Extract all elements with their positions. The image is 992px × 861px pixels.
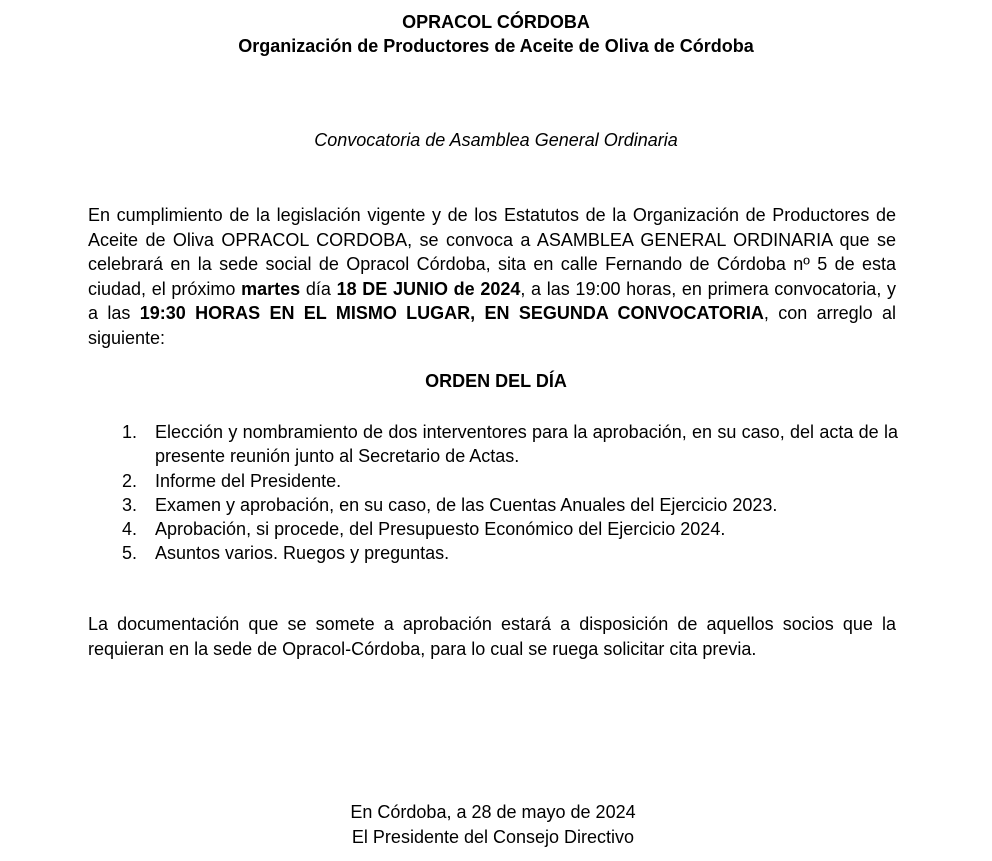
agenda-item-text: Informe del Presidente.	[155, 470, 342, 491]
agenda-item	[122, 541, 898, 565]
paragraph-text: , a las 19:00 horas, en primera convocatoria, y a las	[88, 278, 897, 323]
agenda-item-number: 4.	[122, 519, 138, 540]
agenda-title: ORDEN DEL DÍA	[425, 371, 567, 391]
paragraph-bold-date: 18 DE JUNIO de 2024	[336, 278, 521, 299]
signer-role: El Presidente del Consejo Directivo	[351, 827, 635, 847]
documentation-paragraph: La documentación que se somete a aprobación estará a disposición de aquellos socios que la requieran en la sede de Opracol-Córdoba, para lo cual se ruega solicitar cita previa.	[88, 614, 896, 659]
agenda-item	[122, 420, 898, 469]
org-full-name: Organización de Productores de Aceite de Oliva de Córdoba	[238, 36, 754, 56]
agenda-item-number: 1.	[122, 422, 138, 442]
agenda-item-text: Aprobación, si procede, del Presupuesto Económico del Ejercicio 2024.	[155, 519, 726, 540]
agenda-item	[122, 469, 898, 493]
paragraph-text: , con arreglo al siguiente:	[88, 303, 896, 348]
document-header	[0, 10, 992, 58]
convocation-paragraph	[88, 203, 896, 350]
paragraph-bold-weekday: martes	[241, 278, 301, 299]
document-footer	[0, 800, 986, 850]
agenda-list	[122, 420, 898, 566]
document-subtitle: Convocatoria de Asamblea General Ordinaria	[314, 130, 678, 150]
agenda-item-text: Elección y nombramiento de dos interventores para la aprobación, en su caso, del acta de la presente reunión junto al Secretario de Actas.	[155, 422, 898, 467]
agenda-item-text: Asuntos varios. Ruegos y preguntas.	[155, 543, 450, 564]
agenda-item	[122, 517, 898, 541]
agenda-item-number: 3.	[122, 494, 138, 515]
agenda-item-text: Examen y aprobación, en su caso, de las Cuentas Anuales del Ejercicio 2023.	[155, 494, 778, 515]
paragraph-text: día	[300, 278, 337, 299]
agenda-item-number: 5.	[122, 543, 138, 564]
agenda-item	[122, 493, 898, 517]
paragraph-bold-second-call: 19:30 HORAS EN EL MISMO LUGAR, EN SEGUNDA CONVOCATORIA	[139, 303, 764, 323]
org-name: OPRACOL CÓRDOBA	[402, 12, 590, 32]
place-date: En Córdoba, a 28 de mayo de 2024	[350, 802, 636, 822]
paragraph-text: En cumplimiento de la legislación vigente y de los Estatutos de la Organización de Productores de Aceite de Oliva OPRACOL CORDOBA, se convoca a ASAMBLEA GENERAL ORDINARIA que se celebrará en la sede social de Opracol Córdoba, sita en calle Fernando de Córdoba nº 5 de esta ciudad, el próximo	[88, 205, 896, 299]
agenda-item-number: 2.	[122, 470, 138, 491]
